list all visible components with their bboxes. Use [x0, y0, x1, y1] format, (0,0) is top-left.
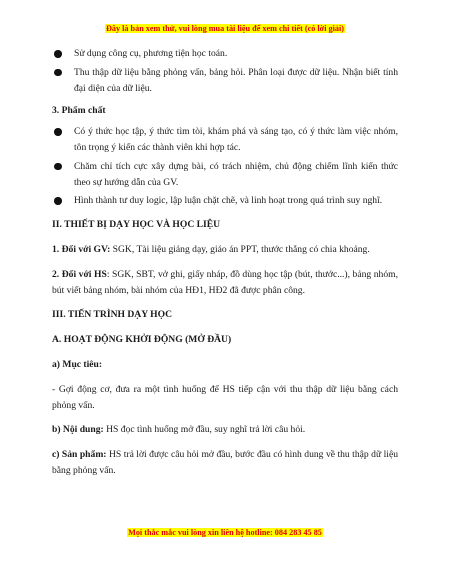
paragraph-noi-dung [52, 422, 398, 438]
bullet-text: Chăm chỉ tích cực xây dựng bài, có trách nhiệm, chủ động chiếm lĩnh kiến thức theo sự hướng dẫn của GV. [74, 160, 398, 188]
gv-label: 1. Đối với GV: [52, 243, 111, 255]
hs-text: : SGK, SBT, vở ghi, giấy nháp, đồ dùng học tập (bút, thước...), bảng nhóm, bút viết bảng nhóm, bài nhóm của HĐ1, HĐ2 đã được phân công. [52, 268, 398, 296]
noi-dung-text: HS đọc tình huống mở đầu, suy nghĩ trả lời câu hỏi. [103, 424, 306, 436]
bullet-text: Hình thành tư duy logic, lập luận chặt chẽ, và linh hoạt trong quá trình suy nghĩ. [74, 195, 383, 207]
heading-hoat-dong: A. HOẠT ĐỘNG KHỞI ĐỘNG (MỞ ĐẦU) [52, 334, 232, 346]
paragraph-hs [52, 267, 398, 299]
paragraph-muc-tieu: - Gợi động cơ, đưa ra một tình huống để HS tiếp cận với thu thập dữ liệu bằng cách phỏng vấn. [52, 383, 398, 411]
bullet-item [52, 46, 398, 62]
bullet-text: Có ý thức học tập, ý thức tìm tòi, khám phá và sáng tạo, có ý thức làm việc nhóm, tôn trọng ý kiến các thành viên khi hợp tác. [74, 126, 398, 153]
san-pham-label: c) Sản phẩm: [52, 449, 107, 461]
heading-tien-trinh: III. TIẾN TRÌNH DẠY HỌC [52, 309, 173, 321]
paragraph-san-pham [52, 447, 398, 479]
bullet-dot-icon [54, 163, 62, 171]
heading-thiet-bi: II. THIẾT BỊ DẠY HỌC VÀ HỌC LIỆU [52, 219, 221, 231]
preview-banner [0, 22, 450, 35]
bullet-dot-icon [54, 69, 62, 77]
hotline-banner [0, 526, 450, 539]
bullet-text: Thu thập dữ liệu bằng phỏng vấn, bảng hỏi. Phân loại được dữ liệu. Nhận biết tính đại diện của dữ liệu. [74, 66, 398, 94]
document-body [52, 46, 398, 479]
heading-pham-chat: 3. Phẩm chất [52, 105, 106, 117]
heading-muc-tieu: a) Mục tiêu: [52, 358, 103, 370]
noi-dung-label: b) Nội dung: [52, 424, 104, 436]
paragraph-gv [52, 242, 398, 258]
bullet-text: Sử dụng công cụ, phương tiện học toán. [74, 48, 228, 59]
bullet-dot-icon [54, 128, 62, 136]
bullet-item [52, 65, 398, 97]
san-pham-text: HS trả lời được câu hỏi mở đầu, bước đầu có hình dung về thu thập dữ liệu bằng phỏng vấn. [52, 449, 399, 476]
bullet-dot-icon [54, 197, 62, 205]
bullet-item [52, 159, 398, 191]
bullet-item [52, 124, 398, 156]
hotline-banner-text: Mọi thắc mắc vui lòng xin liên hệ hotline: 084 283 45 85 [128, 528, 322, 537]
gv-text: SGK, Tài liệu giảng dạy, giáo án PPT, thước thẳng có chia khoảng. [110, 243, 370, 255]
bullet-item [52, 193, 398, 209]
hs-label: 2. Đối với HS [52, 268, 107, 280]
preview-banner-text: Đây là bản xem thử, vui lòng mua tài liệu để xem chi tiết (có lời giải) [105, 24, 344, 33]
bullet-dot-icon [54, 50, 62, 58]
